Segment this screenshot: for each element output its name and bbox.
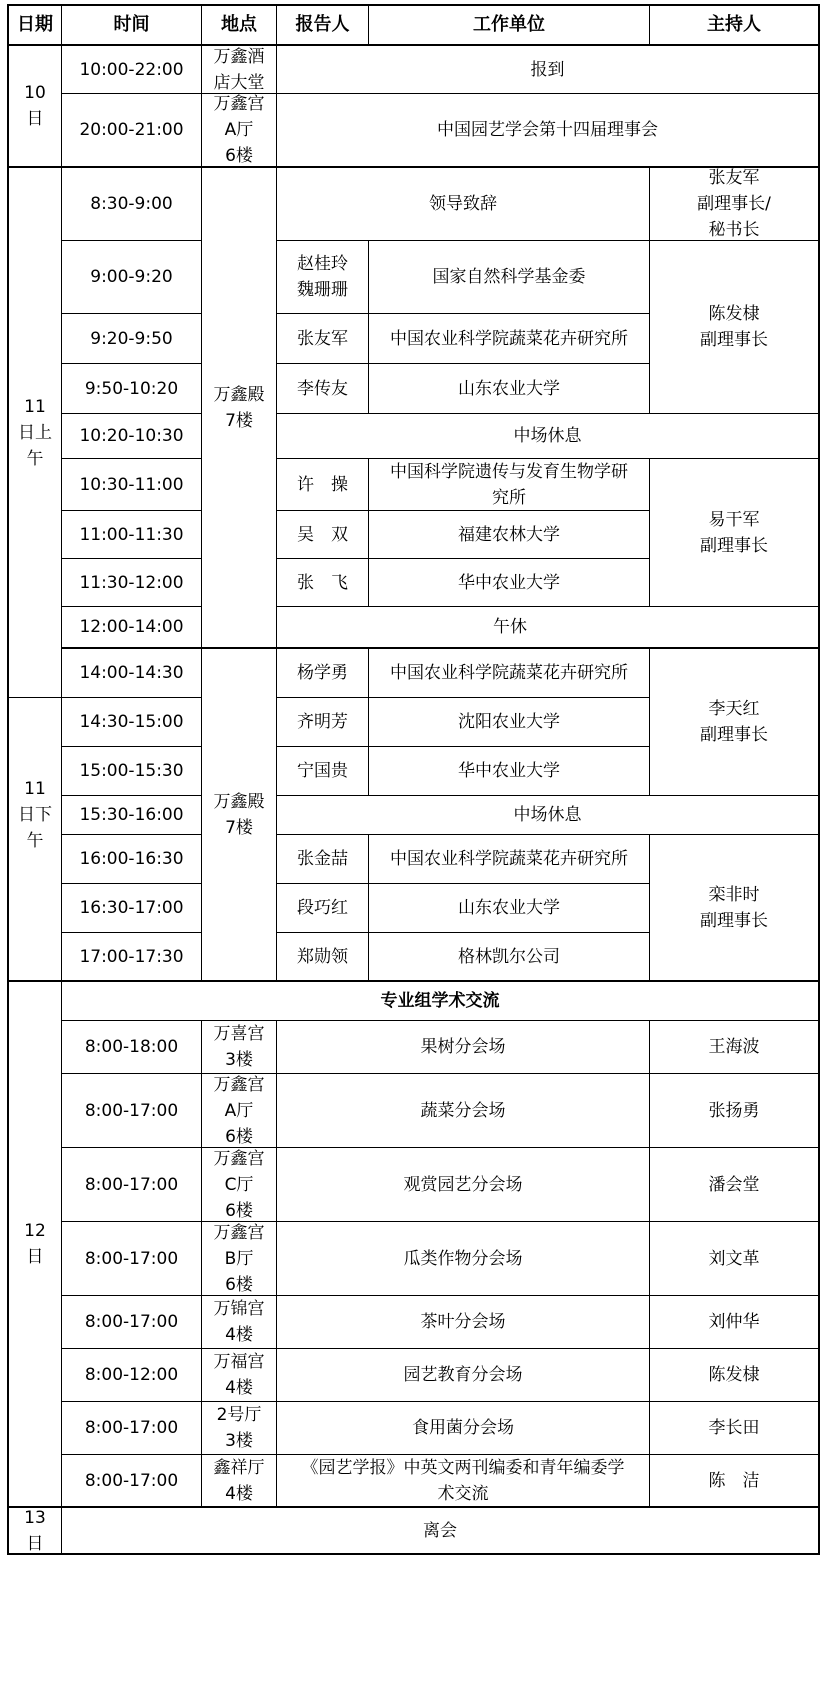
table-cell: 观赏园艺分会场 — [277, 1148, 650, 1222]
table-cell: 领导致辞 — [277, 168, 650, 241]
table-cell: 20:00-21:00 — [62, 94, 202, 168]
table-cell: 10:30-11:00 — [62, 459, 202, 511]
table-cell: 17:00-17:30 — [62, 933, 202, 982]
header-cell: 报告人 — [277, 4, 369, 46]
table-cell: 潘会堂 — [650, 1148, 820, 1222]
table-cell: 郑勋领 — [277, 933, 369, 982]
table-cell: 中国科学院遗传与发育生物学研 究所 — [369, 459, 650, 511]
table-cell: 宁国贵 — [277, 747, 369, 796]
table-cell: 王海波 — [650, 1021, 820, 1074]
table-cell: 张扬勇 — [650, 1074, 820, 1148]
table-cell: 8:00-17:00 — [62, 1296, 202, 1349]
table-cell: 中国农业科学院蔬菜花卉研究所 — [369, 649, 650, 698]
table-cell: 中场休息 — [277, 796, 820, 835]
table-cell: 栾非时 副理事长 — [650, 835, 820, 982]
table-cell: 张友军 — [277, 314, 369, 364]
table-cell: 中国农业科学院蔬菜花卉研究所 — [369, 835, 650, 884]
table-cell: 万鑫殿 7楼 — [202, 649, 277, 982]
table-cell: 14:30-15:00 — [62, 698, 202, 747]
table-cell: 专业组学术交流 — [62, 982, 820, 1021]
table-cell: 山东农业大学 — [369, 884, 650, 933]
table-cell: 2号厅 3楼 — [202, 1402, 277, 1455]
table-cell: 张 飞 — [277, 559, 369, 607]
table-cell: 万锦宫 4楼 — [202, 1296, 277, 1349]
table-cell: 赵桂玲 魏珊珊 — [277, 241, 369, 314]
table-cell: 瓜类作物分会场 — [277, 1222, 650, 1296]
table-cell: 华中农业大学 — [369, 559, 650, 607]
table-cell: 万鑫宫 B厅 6楼 — [202, 1222, 277, 1296]
table-cell: 午休 — [202, 607, 820, 649]
table-cell: 张金喆 — [277, 835, 369, 884]
table-cell: 果树分会场 — [277, 1021, 650, 1074]
table-cell: 14:00-14:30 — [62, 649, 202, 698]
table-cell: 吴 双 — [277, 511, 369, 559]
table-cell: 8:00-17:00 — [62, 1402, 202, 1455]
table-cell: 10:20-10:30 — [62, 414, 202, 459]
table-cell: 9:00-9:20 — [62, 241, 202, 314]
table-cell: 段巧红 — [277, 884, 369, 933]
table-cell: 中国园艺学会第十四届理事会 — [277, 94, 820, 168]
table-cell: 山东农业大学 — [369, 364, 650, 414]
table-cell: 9:50-10:20 — [62, 364, 202, 414]
table-cell: 16:30-17:00 — [62, 884, 202, 933]
table-cell: 11:00-11:30 — [62, 511, 202, 559]
table-cell: 华中农业大学 — [369, 747, 650, 796]
table-cell: 10 日 — [7, 46, 62, 168]
table-cell: 茶叶分会场 — [277, 1296, 650, 1349]
table-cell: 10:00-22:00 — [62, 46, 202, 94]
table-cell: 8:30-9:00 — [62, 168, 202, 241]
table-cell: 陈发棣 — [650, 1349, 820, 1402]
table-cell: 11 日上 午 — [7, 168, 62, 698]
table-cell: 园艺教育分会场 — [277, 1349, 650, 1402]
header-cell: 日期 — [7, 4, 62, 46]
header-cell: 时间 — [62, 4, 202, 46]
table-cell: 刘文革 — [650, 1222, 820, 1296]
table-cell: 15:00-15:30 — [62, 747, 202, 796]
table-cell: 15:30-16:00 — [62, 796, 202, 835]
header-cell: 主持人 — [650, 4, 820, 46]
table-cell: 11 日下 午 — [7, 649, 62, 982]
table-cell: 陈发棣 副理事长 — [650, 241, 820, 414]
table-cell: 食用菌分会场 — [277, 1402, 650, 1455]
table-cell: 易干军 副理事长 — [650, 459, 820, 607]
header-cell: 工作单位 — [369, 4, 650, 46]
table-cell: 中国农业科学院蔬菜花卉研究所 — [369, 314, 650, 364]
table-cell: 8:00-12:00 — [62, 1349, 202, 1402]
table-cell: 国家自然科学基金委 — [369, 241, 650, 314]
table-cell: 李长田 — [650, 1402, 820, 1455]
table-cell: 13 日 — [7, 1508, 62, 1555]
schedule-table — [7, 4, 820, 1686]
table-cell: 8:00-18:00 — [62, 1021, 202, 1074]
table-cell: 格林凯尔公司 — [369, 933, 650, 982]
table-cell: 齐明芳 — [277, 698, 369, 747]
header-cell: 地点 — [202, 4, 277, 46]
table-cell: 离会 — [62, 1508, 820, 1555]
table-cell: 万鑫酒 店大堂 — [202, 46, 277, 94]
table-cell: 万鑫宫 A厅 6楼 — [202, 94, 277, 168]
table-cell: 蔬菜分会场 — [277, 1074, 650, 1148]
table-cell: 张友军 副理事长/ 秘书长 — [650, 168, 820, 241]
table-cell: 16:00-16:30 — [62, 835, 202, 884]
table-cell: 8:00-17:00 — [62, 1455, 202, 1508]
table-cell: 12:00-14:00 — [62, 607, 202, 649]
table-cell: 万喜宫 3楼 — [202, 1021, 277, 1074]
table-cell: 报到 — [277, 46, 820, 94]
table-cell: 福建农林大学 — [369, 511, 650, 559]
table-cell: 《园艺学报》中英文两刊编委和青年编委学 术交流 — [277, 1455, 650, 1508]
table-cell: 沈阳农业大学 — [369, 698, 650, 747]
table-cell: 9:20-9:50 — [62, 314, 202, 364]
table-cell: 8:00-17:00 — [62, 1148, 202, 1222]
table-cell: 李传友 — [277, 364, 369, 414]
table-cell: 12 日 — [7, 982, 62, 1508]
table-cell: 许 操 — [277, 459, 369, 511]
table-cell: 万福宫 4楼 — [202, 1349, 277, 1402]
table-cell: 8:00-17:00 — [62, 1222, 202, 1296]
table-cell: 万鑫宫 A厅 6楼 — [202, 1074, 277, 1148]
table-cell: 刘仲华 — [650, 1296, 820, 1349]
table-cell: 鑫祥厅 4楼 — [202, 1455, 277, 1508]
table-cell: 8:00-17:00 — [62, 1074, 202, 1148]
table-cell: 万鑫殿 7楼 — [202, 168, 277, 649]
table-cell: 中场休息 — [277, 414, 820, 459]
table-cell: 陈 洁 — [650, 1455, 820, 1508]
table-cell: 李天红 副理事长 — [650, 649, 820, 796]
table-cell: 11:30-12:00 — [62, 559, 202, 607]
table-cell: 万鑫宫 C厅 6楼 — [202, 1148, 277, 1222]
table-cell: 杨学勇 — [277, 649, 369, 698]
